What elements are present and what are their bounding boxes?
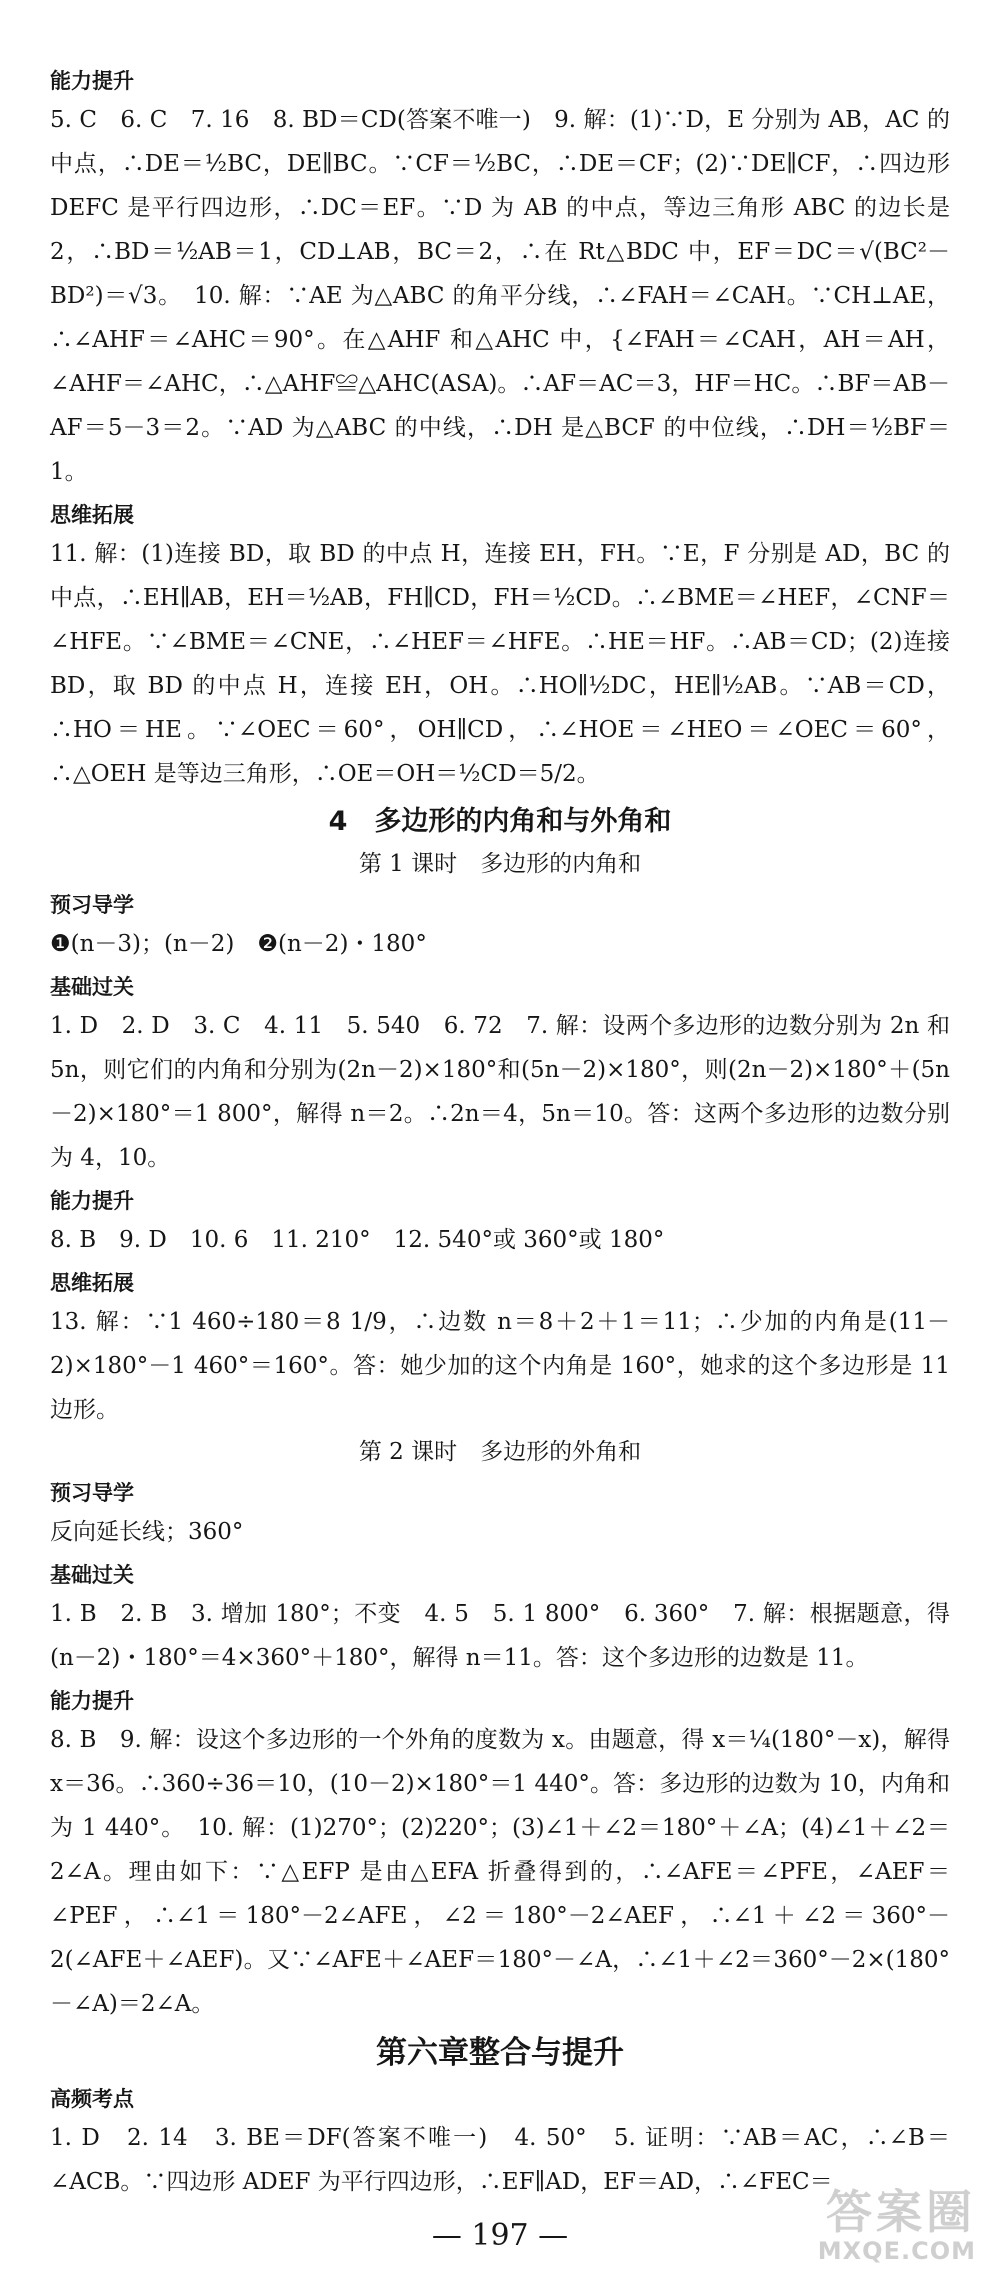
lesson1-subtitle: 第 1 课时 多边形的内角和 — [358, 851, 642, 877]
answers-ability-2: 8. B 9. D 10. 6 11. 210° 12. 540°或 360°或 180° — [50, 1227, 665, 1253]
answers-ability-1: 5. C 6. C 7. 16 8. BD＝CD(答案不唯一) 9. 解：(1)∵D，E 分别为 AB，AC 的中点，∴DE＝½BC，DE∥BC。∵CF＝½BC，∴DE＝CF；(2)∵DE∥CF，∴四边形 DEFC 是平行四边形，∴DC＝EF。∵D 为 AB 的中点，等边三角形 ABC 的边长是 2，∴BD＝½AB＝1，CD⊥AB，BC＝2，∴在 Rt△BDC 中，EF＝DC＝√(BC²－BD²)＝√3。 10. 解：∵AE 为△ABC 的角平分线，∴∠FAH＝∠CAH。∵CH⊥AE，∴∠AHF＝∠AHC＝90°。在△AHF 和△AHC 中，{∠FAH＝∠CAH，AH＝AH，∠AHF＝∠AHC，∴△AHF≌△AHC(ASA)。∴AF＝AC＝3，HF＝HC。∴BF＝AB－AF＝5－3＝2。∵AD 为△ABC 的中线，∴DH 是△BCF 的中位线，∴DH＝½BF＝1。 — [50, 107, 950, 485]
heading-basic-1: 基础过关 — [50, 975, 134, 999]
answers-basic-2: 1. B 2. B 3. 增加 180°；不变 4. 5 5. 1 800° 6. 360° 7. 解：根据题意，得(n－2)・180°＝4×360°＋180°，解得 n＝11。答：这个多边形的边数是 11。 — [50, 1601, 950, 1671]
lesson-title: 4 多边形的内角和与外角和 — [328, 806, 672, 837]
heading-preview-1: 预习导学 — [50, 893, 134, 917]
answers-thinking-1: 11. 解：(1)连接 BD，取 BD 的中点 H，连接 EH，FH。∵E，F 分别是 AD，BC 的中点，∴EH∥AB，EH＝½AB，FH∥CD，FH＝½CD。∴∠BME＝∠HEF，∠CNF＝∠HFE。∵∠BME＝∠CNE，∴∠HEF＝∠HFE。∴HE＝HF。∴AB＝CD；(2)连接 BD，取 BD 的中点 H，连接 EH，OH。∴HO∥½DC，HE∥½AB。∵AB＝CD，∴HO＝HE。∵∠OEC＝60°，OH∥CD，∴∠HOE＝∠HEO＝∠OEC＝60°，∴△OEH 是等边三角形，∴OE＝OH＝½CD＝5/2。 — [50, 541, 950, 787]
heading-preview-2: 预习导学 — [50, 1481, 134, 1505]
lesson2-subtitle: 第 2 课时 多边形的外角和 — [358, 1439, 642, 1465]
answers-basic-1: 1. D 2. D 3. C 4. 11 5. 540 6. 72 7. 解：设两个多边形的边数分别为 2n 和 5n，则它们的内角和分别为(2n－2)×180°和(5n－2)×180°，则(2n－2)×180°＋(5n－2)×180°＝1 800°，解得 n＝2。∴2n＝4，5n＝10。答：这两个多边形的边数分别为 4，10。 — [50, 1013, 950, 1171]
heading-ability-1: 能力提升 — [50, 69, 134, 93]
heading-ability-3: 能力提升 — [50, 1689, 134, 1713]
heading-ability-2: 能力提升 — [50, 1189, 134, 1213]
heading-frequent: 高频考点 — [50, 2087, 134, 2111]
heading-thinking-2: 思维拓展 — [50, 1271, 134, 1295]
watermark-logo-text: 答案圈 — [826, 2185, 976, 2239]
answer-page — [50, 60, 950, 2253]
answers-preview-2: 反向延长线；360° — [50, 1519, 244, 1545]
watermark-logo — [776, 2186, 976, 2264]
answers-ability-3: 8. B 9. 解：设这个多边形的一个外角的度数为 x。由题意，得 x＝¼(180°－x)，解得 x＝36。∴360÷36＝10，(10－2)×180°＝1 440°。答：多边形的边数为 10，内角和为 1 440°。 10. 解：(1)270°；(2)220°；(3)∠1＋∠2＝180°＋∠A；(4)∠1＋∠2＝2∠A。理由如下：∵△EFP 是由△EFA 折叠得到的，∴∠AFE＝∠PFE，∠AEF＝∠PEF，∴∠1＝180°－2∠AFE，∠2＝180°－2∠AEF，∴∠1＋∠2＝360°－2(∠AFE＋∠AEF)。又∵∠AFE＋∠AEF＝180°－∠A，∴∠1＋∠2＝360°－2×(180°－∠A)＝2∠A。 — [50, 1727, 950, 2017]
heading-thinking-1: 思维拓展 — [50, 503, 134, 527]
answers-thinking-2: 13. 解：∵1 460÷180＝8 1/9，∴边数 n＝8＋2＋1＝11；∴少加的内角是(11－2)×180°－1 460°＝160°。答：她少加的这个内角是 160°，她求的这个多边形是 11 边形。 — [50, 1309, 950, 1423]
page-number: — 197 — — [431, 2218, 569, 2253]
answers-frequent: 1. D 2. 14 3. BE＝DF(答案不唯一) 4. 50° 5. 证明：∵AB＝AC，∴∠B＝∠ACB。∵四边形 ADEF 为平行四边形，∴EF∥AD，EF＝AD，∴∠FEC＝ — [50, 2125, 950, 2195]
heading-basic-2: 基础过关 — [50, 1563, 134, 1587]
chapter-title: 第六章整合与提升 — [376, 2035, 624, 2071]
answers-preview-1: ❶(n－3)；(n－2) ❷(n－2)・180° — [50, 931, 427, 957]
watermark-url: MXQE.COM — [817, 2237, 976, 2265]
